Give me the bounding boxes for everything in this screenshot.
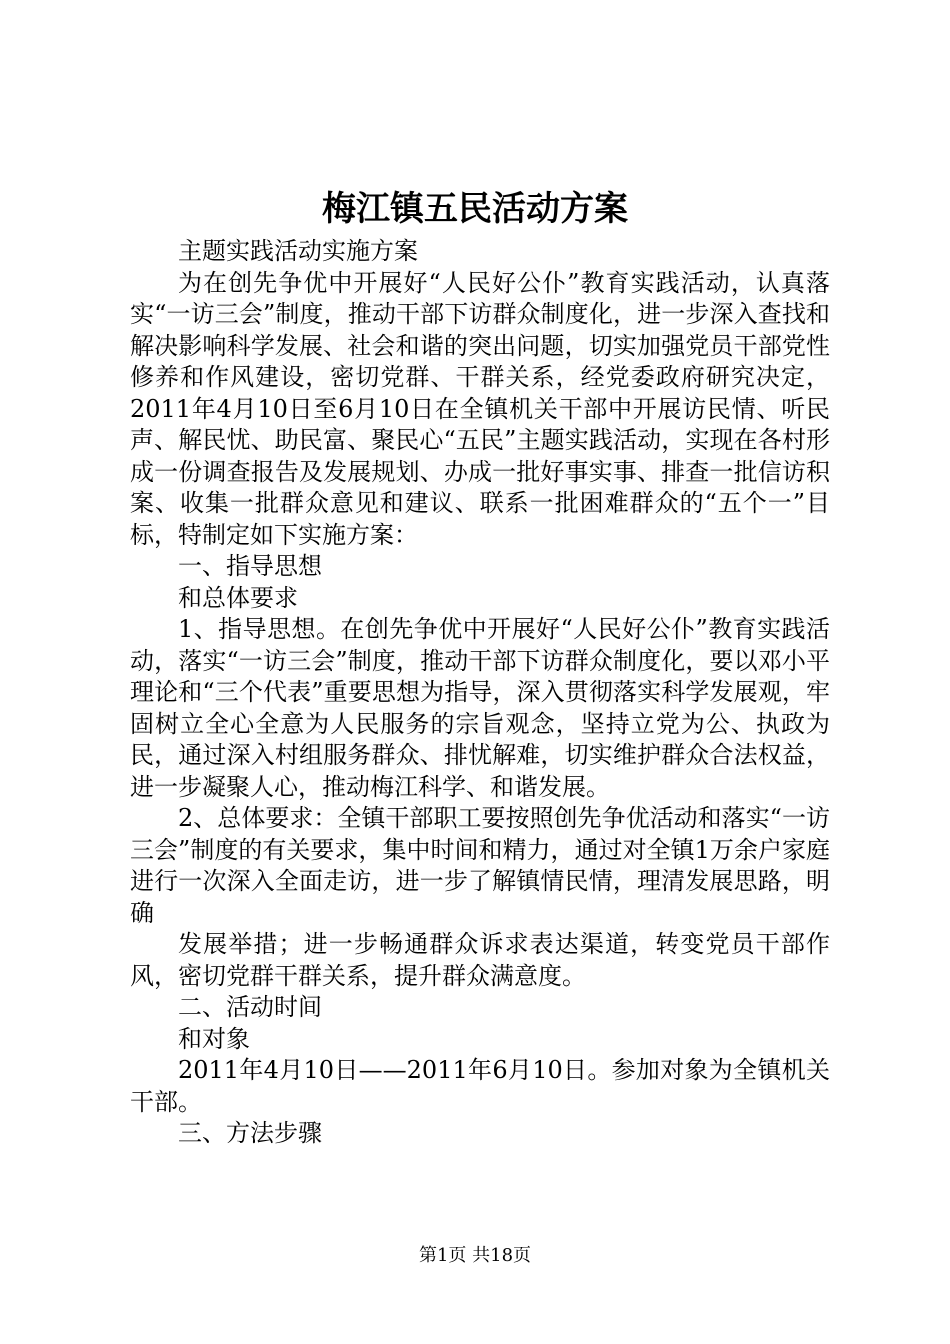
document-body	[130, 236, 830, 1150]
heading-activity-time: 二、活动时间	[178, 993, 322, 1021]
heading-method-steps: 三、方法步骤	[178, 1119, 322, 1147]
page-title: 梅江镇五民活动方案	[322, 189, 628, 229]
paragraph-measures: 发展举措；进一步畅通群众诉求表达渠道，转变党员干部作风，密切党群干群关系，提升群众满意度。	[130, 930, 830, 990]
heading-general-requirements: 和总体要求	[178, 583, 298, 612]
paragraph-subtitle: 主题实践活动实施方案	[178, 237, 418, 265]
paragraph-general-requirements: 2、总体要求：全镇干部职工要按照创先争优活动和落实“一访三会”制度的有关要求，集中时间和精力，通过对全镇1万余户家庭进行一次深入全面走访，进一步了解镇情民情，理清发展思路，明确	[130, 804, 830, 927]
page-number: 第1页 共18页	[418, 1245, 532, 1266]
paragraph-intro: 为在创先争优中开展好“人民好公仆”教育实践活动，认真落实“一访三会”制度，推动干部下访群众制度化，进一步深入查找和解决影响科学发展、社会和谐的突出问题，切实加强党员干部党性修养和作风建设，密切党群、干群关系，经党委政府研究决定，2011年4月10日至6月10日在全镇机关干部中开展访民情、听民声、解民忧、助民富、聚民心“五民”主题实践活动，实现在各村形成一份调查报告及发展规划、办成一批好事实事、排查一批信访积案、收集一批群众意见和建议、联系一批困难群众的“五个一”目标，特制定如下实施方案：	[130, 268, 830, 549]
paragraph-guiding-thought: 1、指导思想。在创先争优中开展好“人民好公仆”教育实践活动，落实“一访三会”制度，推动干部下访群众制度化，要以邓小平理论和“三个代表”重要思想为指导，深入贯彻落实科学发展观，牢固树立全心全意为人民服务的宗旨观念，坚持立党为公、执政为民，通过深入村组服务群众、排忧解难，切实维护群众合法权益，进一步凝聚人心，推动梅江科学、和谐发展。	[130, 615, 830, 801]
heading-participants: 和对象	[178, 1024, 250, 1053]
paragraph-time-and-participants: 2011年4月10日——2011年6月10日。参加对象为全镇机关干部。	[130, 1056, 830, 1116]
heading-guiding-thought: 一、指导思想	[178, 552, 322, 580]
